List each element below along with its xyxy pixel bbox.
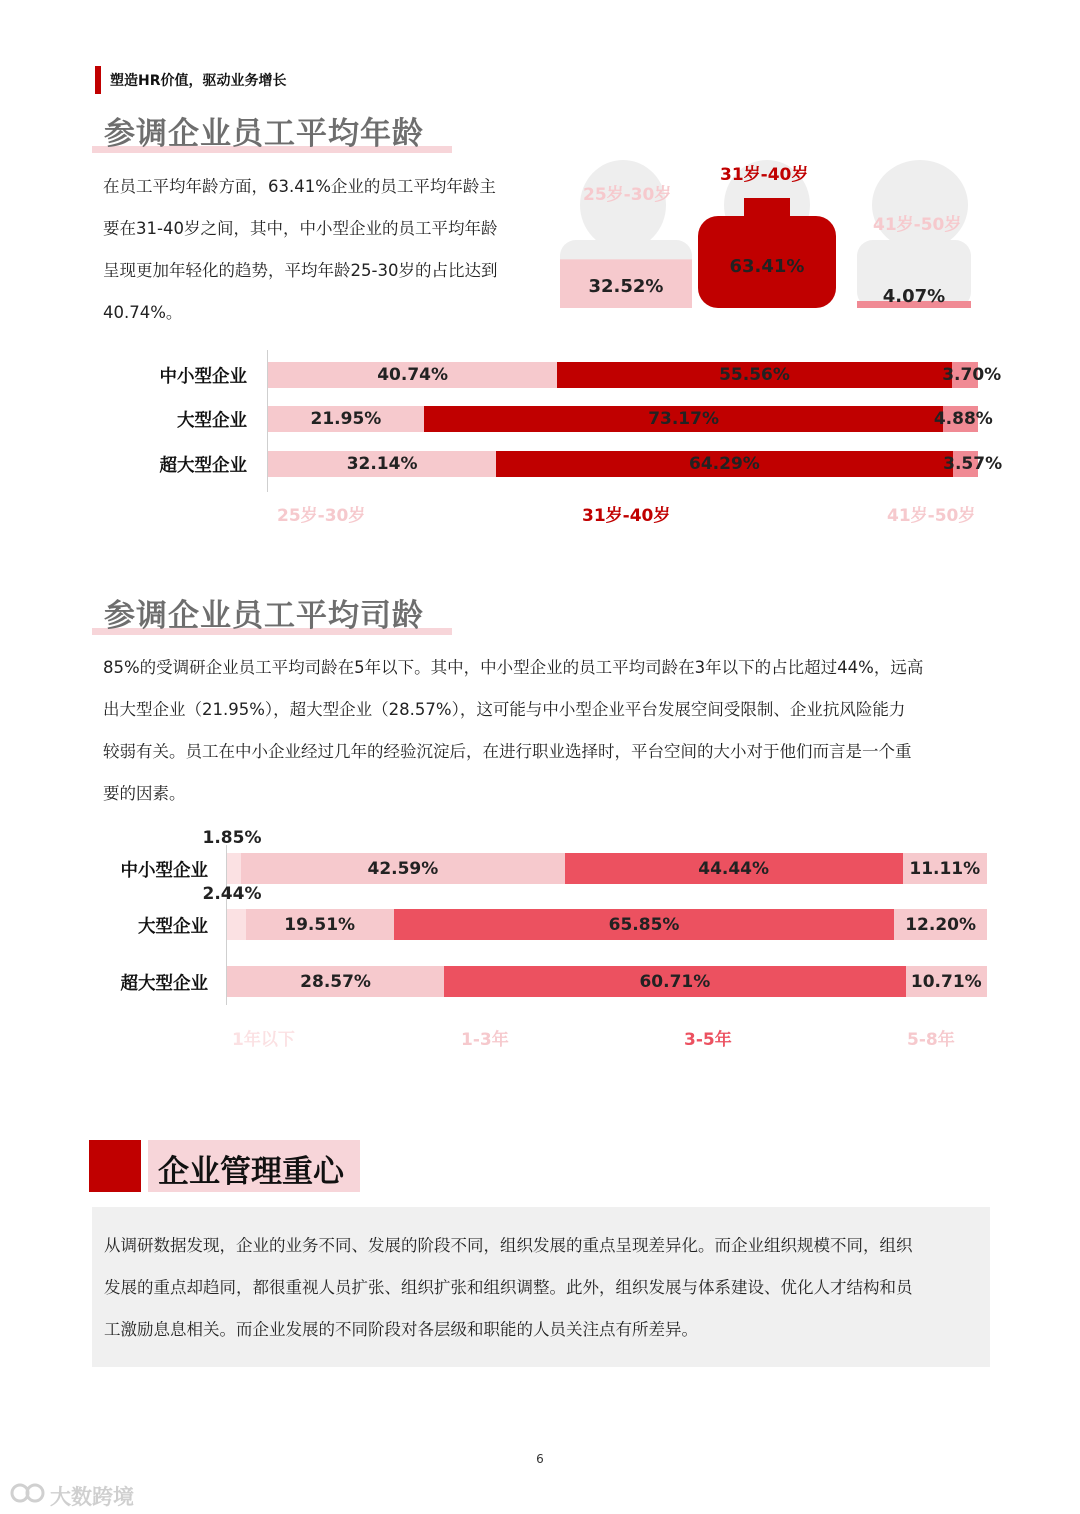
person-label-41-50: 41岁-50岁: [873, 215, 962, 235]
header-tagline: 塑造HR价值，驱动业务增长: [110, 73, 287, 89]
chart-category-label: 中小型企业: [159, 367, 247, 387]
section-title-age: 参调企业员工平均年龄: [104, 116, 424, 152]
chart-legend-item: 5-8年: [907, 1030, 955, 1050]
management-paragraph-line: 发展的重点却趋同，都很重视人员扩张、组织扩张和组织调整。此外，组织发展与体系建设、优化人才结构和员: [104, 1278, 913, 1297]
watermark-text: 大数跨境: [50, 1485, 134, 1509]
chart-data-label: 1.85%: [202, 828, 262, 848]
section-marker-box: [89, 1140, 141, 1192]
chart-data-label: 4.88%: [933, 409, 993, 429]
chart-data-label: 11.11%: [909, 858, 981, 879]
page-number: 6: [536, 1452, 544, 1466]
chart-legend-item: 1年以下: [232, 1030, 295, 1050]
person-value-25-30: 32.52%: [588, 276, 664, 297]
chart-bar-row: [268, 451, 1003, 477]
tenure-paragraph-line: 要的因素。: [103, 784, 186, 803]
chart-data-label: 44.44%: [698, 858, 770, 879]
person-value-41-50: 4.07%: [882, 286, 946, 307]
chart-category-label: 中小型企业: [120, 860, 208, 881]
tenure-stacked-bar-chart: [90, 828, 1000, 1055]
tenure-paragraph-line: 85%的受调研企业员工平均司龄在5年以下。其中，中小型企业的员工平均司龄在3年以下的占比超过44%，远高: [103, 658, 924, 677]
chart-category-label: 超大型企业: [159, 456, 247, 476]
management-paragraph-line: 工激励息息相关。而企业发展的不同阶段对各层级和职能的人员关注点有所差异。: [104, 1320, 698, 1339]
chart-data-label: 12.20%: [905, 914, 977, 935]
chart-data-label: 2.44%: [202, 884, 262, 904]
section-title-management: 企业管理重心: [158, 1154, 344, 1190]
person-label-31-40: 31岁-40岁: [720, 165, 809, 185]
chart-data-label: 3.57%: [943, 454, 1003, 474]
chart-data-label: 73.17%: [648, 409, 719, 429]
chart-category-label: 大型企业: [138, 916, 208, 937]
section-title-tenure: 参调企业员工平均司龄: [104, 598, 424, 634]
management-textbox: [92, 1207, 990, 1367]
chart-data-label: 3.70%: [942, 365, 1002, 385]
chart-legend-item: 25岁-30岁: [277, 506, 366, 526]
age-paragraph-line: 在员工平均年龄方面，63.41%企业的员工平均年龄主: [103, 177, 496, 196]
age-paragraph-line: 要在31-40岁之间，其中，中小型企业的员工平均年龄: [103, 219, 498, 238]
chart-data-label: 60.71%: [639, 971, 711, 992]
person-value-31-40: 63.41%: [729, 256, 805, 277]
chart-bar-segment: [227, 909, 246, 940]
chart-category-label: 超大型企业: [120, 973, 208, 994]
watermark-logo-icon: [10, 1480, 48, 1506]
management-paragraph-line: 从调研数据发现，企业的业务不同、发展的阶段不同，组织发展的重点呈现差异化。而企业组织规模不同，组织: [104, 1236, 913, 1255]
chart-bar-segment: [227, 853, 241, 884]
tenure-paragraph: [103, 647, 993, 815]
chart-data-label: 40.74%: [377, 365, 449, 385]
chart-data-label: 19.51%: [284, 914, 356, 935]
chart-bar-row: [227, 966, 987, 997]
chart-bar-row: [202, 828, 987, 884]
age-stacked-bar-chart: [90, 350, 1003, 540]
age-person-infographic: [555, 150, 985, 320]
age-paragraph-line: 呈现更加年轻化的趋势，平均年龄25-30岁的占比达到: [103, 261, 498, 280]
person-label-25-30: 25岁-30岁: [583, 185, 672, 205]
chart-bar-row: [202, 884, 987, 940]
chart-bar-row: [268, 362, 1002, 388]
tenure-paragraph-line: 出大型企业（21.95%），超大型企业（28.57%），这可能与中小型企业平台发展空间受限制、企业抗风险能力: [103, 700, 906, 719]
chart-data-label: 65.85%: [608, 914, 680, 935]
management-paragraph: [92, 1207, 990, 1351]
chart-category-label: 大型企业: [177, 411, 247, 431]
age-paragraph: [103, 166, 543, 334]
age-paragraph-line: 40.74%。: [103, 303, 183, 322]
chart-data-label: 64.29%: [689, 454, 760, 474]
chart-legend-item: 1-3年: [461, 1030, 509, 1050]
chart-data-label: 55.56%: [719, 365, 790, 385]
chart-data-label: 42.59%: [367, 858, 439, 879]
tenure-paragraph-line: 较弱有关。员工在中小企业经过几年的经验沉淀后，在进行职业选择时，平台空间的大小对于他们而言是一个重: [103, 742, 912, 761]
chart-bar-row: [268, 406, 993, 432]
chart-data-label: 21.95%: [310, 409, 382, 429]
chart-legend-item: 3-5年: [684, 1030, 732, 1050]
header-accent-bar: [95, 66, 101, 94]
chart-data-label: 10.71%: [910, 971, 982, 992]
chart-data-label: 28.57%: [300, 971, 371, 992]
chart-legend-item: 41岁-50岁: [887, 506, 976, 526]
chart-legend-item: 31岁-40岁: [582, 506, 671, 526]
chart-data-label: 32.14%: [346, 454, 418, 474]
